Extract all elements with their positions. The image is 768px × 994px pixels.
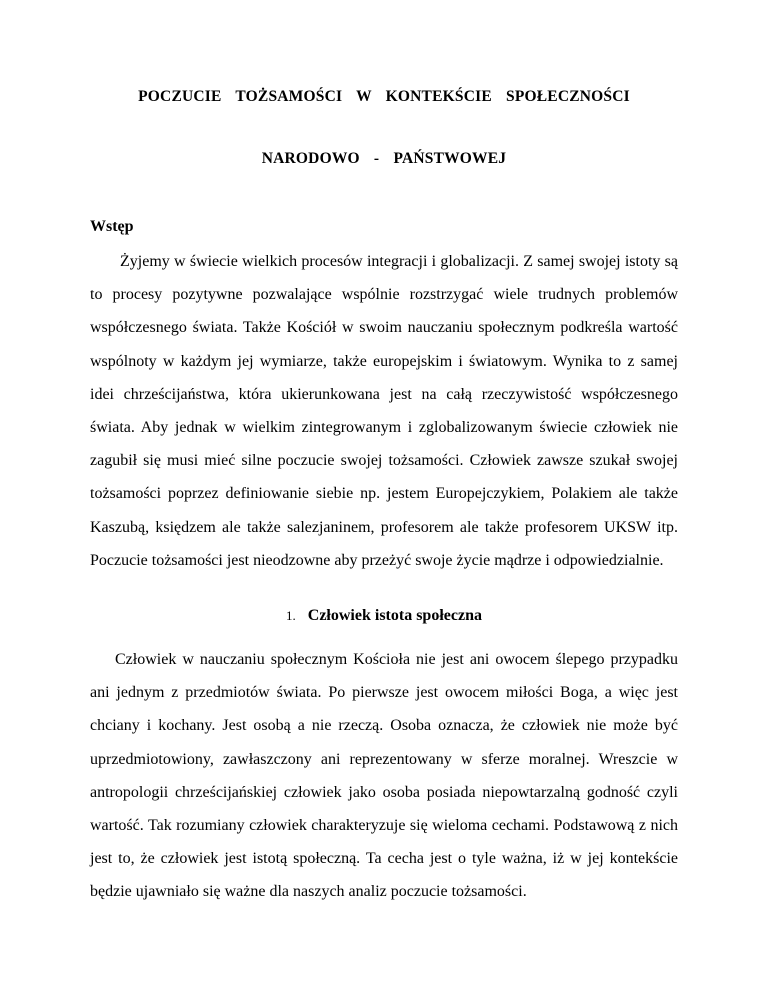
document-title-line-2: NARODOWO - PAŃSTWOWEJ — [261, 150, 507, 167]
section-1-number: 1. — [286, 608, 296, 623]
section-1-paragraph: Człowiek w nauczaniu społecznym Kościoła nie jest ani owocem ślepego przypadku ani jednym z przedmiotów świata. Po pierwsze jest owocem miłości Boga, a więc jest chciany i kochany. Jest osobą a nie rzeczą. Osoba oznacza, że człowiek nie może być uprzedmiotowiony, zawłaszczony ani reprezentowany w sferze moralnej. Wreszcie w antropologii chrześcijańskiej człowiek jako osoba posiada niepowtarzalną godność czyli wartość. Tak rozumiany człowiek charakteryzuje się wieloma cechami. Podstawową z nich jest to, że człowiek jest istotą społeczną. Ta cecha jest o tyle ważna, iż w jej kontekście będzie ujawniało się ważne dla naszych analiz poczucie tożsamości. — [90, 651, 678, 901]
document-title-line-1: POCZUCIE TOŻSAMOŚCI W KONTEKŚCIE SPOŁECZNOŚCI — [138, 88, 630, 105]
intro-paragraph: Żyjemy w świecie wielkich procesów integracji i globalizacji. Z samej swojej istoty są to procesy pozytywne pozwalające wspólnie rozstrzygać wiele trudnych problemów współczesnego świata. Także Kościół w swoim nauczaniu społecznym podkreśla wartość wspólnoty w każdym jej wymiarze, także europejskim i światowym. Wynika to z samej idei chrześcijaństwa, która ukierunkowana jest na całą rzeczywistość współczesnego świata. Aby jednak w wielkim zintegrowanym i zglobalizowanym świecie człowiek nie zagubił się musi mieć silne poczucie swojej tożsamości. Człowiek zawsze szukał swojej tożsamości poprzez definiowanie siebie np. jestem Europejczykiem, Polakiem ale także Kaszubą, księdzem ale także salezjaninem, profesorem ale także profesorem UKSW itp. Poczucie tożsamości jest nieodzowne aby przeżyć swoje życie mądrze i odpowiedzialnie. — [90, 253, 678, 569]
intro-heading: Wstęp — [90, 218, 134, 235]
section-1-heading — [0, 607, 768, 625]
section-1-title: Człowiek istota społeczna — [307, 607, 482, 624]
